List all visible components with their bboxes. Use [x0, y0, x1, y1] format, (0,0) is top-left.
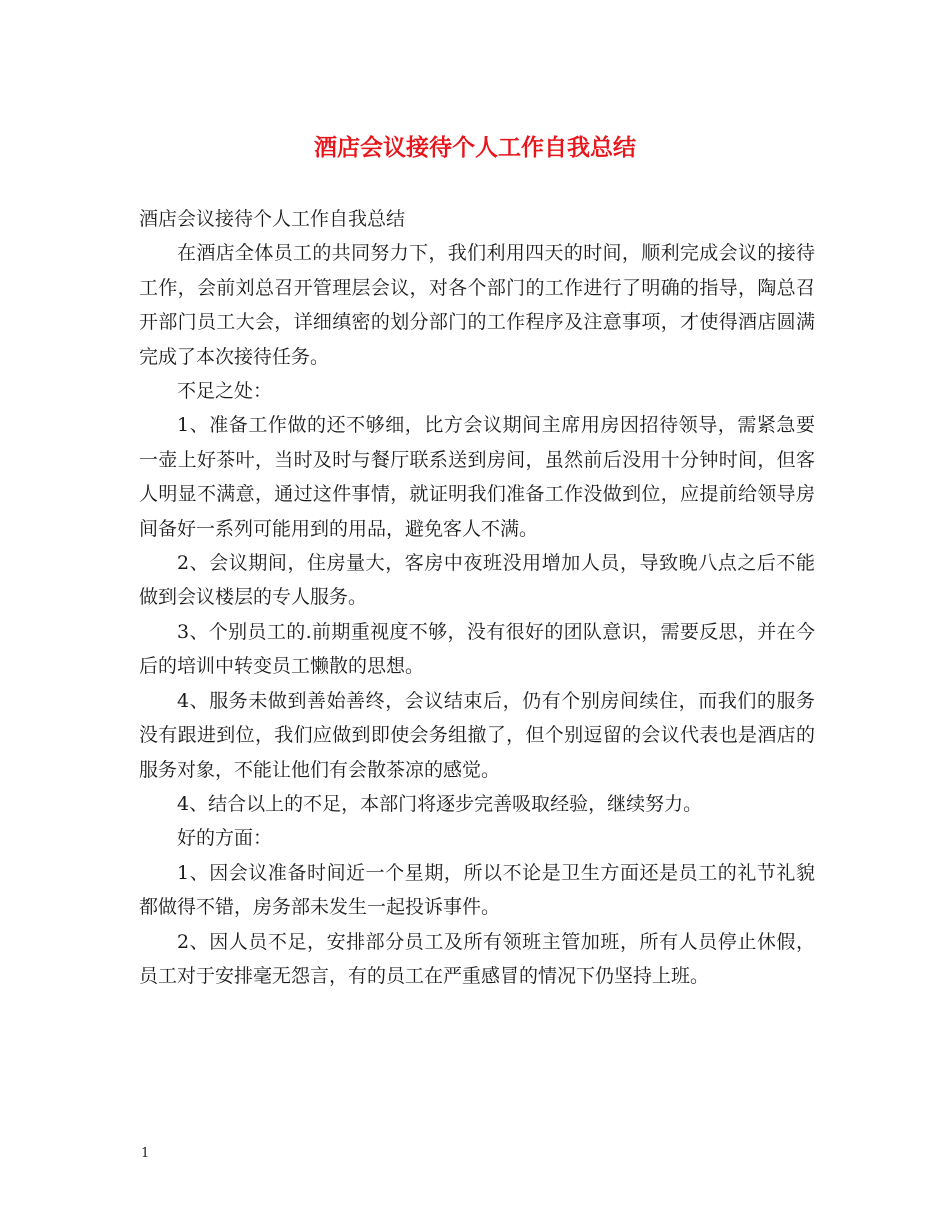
paragraph-shortcoming-4: 4、服务未做到善始善终，会议结束后，仍有个别房间续住，而我们的服务没有跟进到位，我们应做到即使会务组撤了，但个别逗留的会议代表也是酒店的服务对象，不能让他们有会散茶凉的感觉。: [139, 689, 815, 781]
page-number: 1: [141, 1146, 150, 1161]
paragraph-strength-2: 2、因人员不足，安排部分员工及所有领班主管加班，所有人员停止休假，员工对于安排毫无怨言，有的员工在严重感冒的情况下仍坚持上班。: [139, 930, 815, 987]
section-heading-strengths: 好的方面：: [177, 827, 273, 850]
paragraph-shortcoming-3: 3、个别员工的.前期重视度不够，没有很好的团队意识，需要反思，并在今后的培训中转变员工懒散的思想。: [139, 620, 815, 678]
paragraph-strength-1: 1、因会议准备时间近一个星期，所以不论是卫生方面还是员工的礼节礼貌都做得不错，房务部未发生一起投诉事件。: [139, 861, 815, 919]
paragraph-intro: 在酒店全体员工的共同努力下，我们利用四天的时间，顺利完成会议的接待工作，会前刘总召开管理层会议，对各个部门的工作进行了明确的指导，陶总召开部门员工大会，详细缜密的划分部门的工作程序及注意事项，才使得酒店圆满完成了本次接待任务。: [139, 242, 815, 368]
paragraph-shortcoming-1: 1、准备工作做的还不够细，比方会议期间主席用房因招待领导，需紧急要一壶上好茶叶，当时及时与餐厅联系送到房间，虽然前后没用十分钟时间，但客人明显不满意，通过这件事情，就证明我们准备工作没做到位，应提前给领导房间备好一系列可能用到的用品，避免客人不满。: [139, 414, 815, 540]
paragraph-shortcoming-summary: 4、结合以上的不足，本部门将逐步完善吸取经验，继续努力。: [177, 792, 703, 815]
paragraph-shortcoming-2: 2、会议期间，住房量大，客房中夜班没用增加人员，导致晚八点之后不能做到会议楼层的专人服务。: [139, 552, 815, 609]
document-body: [139, 202, 815, 993]
document-title: 酒店会议接待个人工作自我总结: [314, 134, 636, 161]
section-heading-shortcomings: 不足之处：: [177, 380, 273, 403]
paragraph-heading: 酒店会议接待个人工作自我总结: [139, 208, 406, 230]
